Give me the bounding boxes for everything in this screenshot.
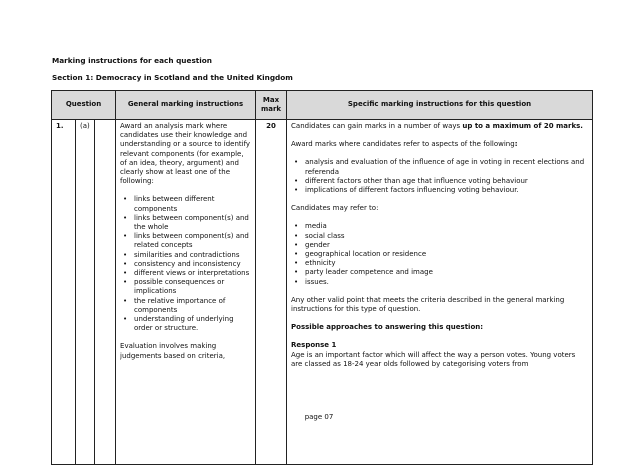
header-question: Question — [52, 91, 116, 120]
list-item: • possible consequences or implications — [120, 278, 251, 296]
list-item: • media — [291, 222, 588, 231]
list-item: • different factors other than age that influence voting behaviour — [291, 177, 588, 186]
specific-refer-list — [291, 222, 588, 286]
specific-intro-text: Candidates can gain marks in a number of ways — [291, 122, 463, 130]
list-item: • ethnicity — [291, 259, 588, 268]
list-item: • links between component(s) and related concepts — [120, 232, 251, 250]
page-heading: Marking instructions for each question — [52, 56, 212, 65]
header-general: General marking instructions — [116, 91, 256, 120]
specific-intro-max: up to a maximum of 20 marks. — [462, 122, 583, 130]
specific-intro — [291, 122, 588, 131]
question-number: 1. — [52, 120, 76, 465]
list-item: • the relative importance of components — [120, 297, 251, 315]
header-max-mark: Max mark — [256, 91, 287, 120]
list-item: • party leader competence and image — [291, 268, 588, 277]
list-item: • understanding of underlying order or structure. — [120, 315, 251, 333]
list-item: • consistency and inconsistency — [120, 260, 251, 269]
specific-may-refer: Candidates may refer to: — [291, 204, 379, 213]
page-number: page 07 — [304, 413, 334, 421]
list-item: • links between different components — [120, 195, 251, 213]
list-item: • geographical location or residence — [291, 250, 588, 259]
general-evaluation: Evaluation involves making judgements based on criteria, — [120, 342, 226, 360]
header-specific: Specific marking instructions for this question — [287, 91, 593, 120]
response-title-label: Response 1 — [291, 341, 337, 350]
specific-approaches-label: Possible approaches to answering this question: — [291, 323, 484, 332]
max-mark-value: 20 — [256, 120, 287, 465]
section-title: Section 1: Democracy in Scotland and the United Kingdom — [52, 73, 293, 82]
list-item: • analysis and evaluation of the influence of age in voting in recent elections and referenda — [291, 158, 588, 176]
question-part: (a) — [76, 120, 95, 465]
specific-award-colon: : — [514, 140, 518, 149]
table-header-row — [52, 91, 593, 120]
response-text: Age is an important factor which will affect the way a person votes. Young voters are classed as 18-24 year olds followed by categorising voters from — [291, 350, 576, 368]
list-item: • social class — [291, 232, 588, 241]
list-item: • different views or interpretations — [120, 269, 251, 278]
specific-other-valid: Any other valid point that meets the criteria described in the general marking instructions for this type of question. — [291, 295, 565, 314]
specific-award — [291, 140, 588, 149]
list-item: • similarities and contradictions — [120, 251, 251, 260]
list-item: • links between component(s) and the whole — [120, 214, 251, 232]
general-bullet-list — [120, 195, 251, 333]
marking-table — [51, 90, 593, 465]
general-intro: Award an analysis mark where candidates use their knowledge and understanding or a source to identify relevant components (for example, of an idea, theory, argument) and clearly show at least one of the following: — [120, 122, 251, 186]
specific-approaches — [291, 323, 588, 332]
list-item: • issues. — [291, 278, 588, 287]
specific-award-text: Award marks where candidates refer to aspects of the following — [291, 140, 515, 149]
list-item: • gender — [291, 241, 588, 250]
list-item: • implications of different factors influencing voting behaviour. — [291, 186, 588, 195]
response-title — [291, 341, 588, 350]
specific-bullet-list — [291, 158, 588, 195]
